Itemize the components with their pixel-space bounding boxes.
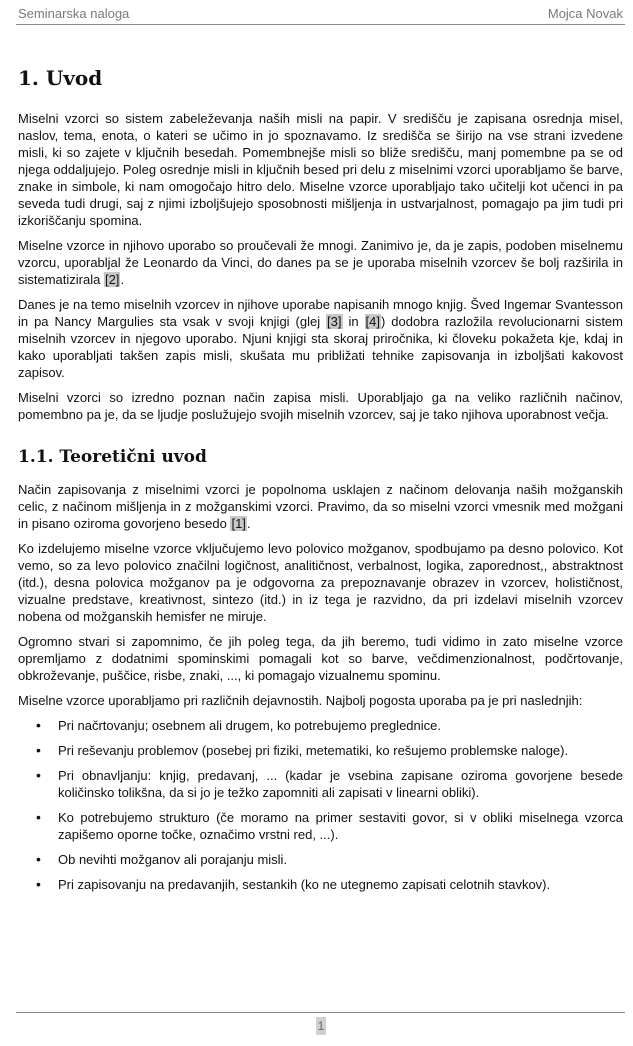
- paragraph-4: Miselni vzorci so izredno poznan način zapisa misli. Uporabljajo ga na veliko različnih načinov, pomembno pa je, da se ljudje poslužujejo svojih miselnih vzorcev, saj je tako njihova uporabnost večja.: [18, 390, 623, 422]
- list-item: • Pri obnavljanju: knjig, predavanj, ... (kadar je vsebina zapisane oziroma govorjene besede količinsko tolikšna, da si jo je težko zapomniti ali zapisati v linearni obliki).: [58, 767, 623, 801]
- citation-1[interactable]: [1]: [231, 516, 246, 531]
- header-document-title: Seminarska naloga: [18, 6, 130, 21]
- usage-bullet-list: [18, 717, 623, 893]
- list-item: • Ob nevihti možganov ali porajanju misli.: [58, 851, 623, 868]
- document-body: [18, 66, 623, 901]
- page-number: 1: [317, 1019, 325, 1033]
- paragraph-3-text-b: in: [342, 314, 365, 329]
- paragraph-5-text: Način zapisovanja z miselnimi vzorci je popolnoma usklajen z načinom delovanja naših možganskih celic, z načinom mišljenja in z možganskimi vzorci. Pravimo, da so miselni vzorci vmesnik med možgani in pisano oziroma govorjeno besedo: [18, 482, 623, 531]
- paragraph-2-text: Miselne vzorce in njihovo uporabo so proučevali že mnogi. Zanimivo je, da je zapis, podoben miselnemu vzorcu, uporabljal že Leonardo da Vinci, do danes pa se je uporaba miselnih vzorcev še bolj razširila in sistematizirala: [18, 238, 623, 287]
- page-header: [16, 6, 625, 25]
- list-item: • Pri načrtovanju; osebnem ali drugem, ko potrebujemo preglednice.: [58, 717, 623, 734]
- citation-2[interactable]: [2]: [104, 272, 120, 287]
- list-item: • Pri reševanju problemov (posebej pri fiziki, metematiki, ko rešujemo problemske naloge).: [58, 742, 623, 759]
- paragraph-8: Miselne vzorce uporabljamo pri različnih dejavnostih. Najbolj pogosta uporaba pa je pri naslednjih:: [18, 693, 583, 708]
- paragraph-2-end: .: [120, 272, 125, 287]
- paragraph-1: Miselni vzorci so sistem zabeleževanja naših misli na papir. V središču je zapisana osrednja misel, naslov, tema, enota, o kateri se učimo in jo spoznavamo. Iz središča se širijo na vse strani izvedene misli, ki so zajete v ključnih besedah. Pomembnejše misli so bliže središču, manj pomembne pa se od njega oddaljujejo. Poleg osrednje misli in ključnih besed pri delu z miselnimi vzorci uporabljamo še barve, znake in simbole, ki nam omogočajo hitro delo. Miselne vzorce uporabljajo tako učitelji kot učenci in pa seveda tudi drugi, saj z njimi izboljšujejo sposobnosti mišljenja in ustvarjalnost, pomagajo pa jim tudi pri izkoriščanju spomina.: [18, 111, 623, 228]
- page-footer: [16, 1012, 625, 1033]
- citation-4[interactable]: [4]: [365, 314, 380, 329]
- paragraph-5: [18, 481, 623, 532]
- paragraph-5-end: .: [246, 516, 251, 531]
- paragraph-2: [18, 237, 623, 288]
- heading-uvod: 1. Uvod: [18, 66, 103, 90]
- paragraph-3: [18, 296, 623, 381]
- paragraph-3-text-c: ) dodobra razložila revolucionarni sistem miselnih vzorcev in njegovo uporabo. Njuni knjigi sta skoraj priročnika, ki človeku pokažeta kje, kdaj in kako uporabljati takšen zapis misli, skušata mu približati tehnike zapisovanja in izboljšati kakovost zapisov.: [18, 314, 623, 380]
- paragraph-3-text-a: Danes je na temo miselnih vzorcev in njihove uporabe napisanih mnogo knjig. Šved Ingemar Svantesson in pa Nancy Margulies sta vsak v svoji knjigi (glej: [18, 297, 623, 329]
- citation-3[interactable]: [3]: [327, 314, 342, 329]
- list-item: • Ko potrebujemo strukturo (če moramo na primer sestaviti govor, si v obliki miselnega vzorca zapišemo oporne točke, označimo vrstni red, ...).: [58, 809, 623, 843]
- paragraph-7: Ogromno stvari si zapomnimo, če jih poleg tega, da jih beremo, tudi vidimo in zato miselne vzorce opremljamo z dodatnimi spominskimi pomagali kot so barve, večdimenzionalnost, podčrtovanje, obkroževanje, puščice, risbe, znaki, ..., ki pomagajo vizualnemu spominu.: [18, 634, 623, 683]
- list-item: • Pri zapisovanju na predavanjih, sestankih (ko ne utegnemo zapisati celotnih stavkov).: [58, 876, 623, 893]
- header-author: Mojca Novak: [547, 6, 623, 21]
- heading-teoreticni-uvod: 1.1. Teoretični uvod: [18, 447, 207, 467]
- paragraph-6: Ko izdelujemo miselne vzorce vključujemo levo polovico možganov, spodbujamo pa desno polovico. Kot vemo, so za levo polovico značilni logičnost, analitičnost, verbalnost, logika, zaporednost,, abstraktnost (itd.), desna polovica možganov pa je odgovorna za prepoznavanje obrazev in vzorcev, holističnost, vizualne predstave, kreativnost, sintezo (itd.) in iz tega je razvidno, da pri izdelavi miselnih vzorcev nobena od možganskih hemisfer ne miruje.: [18, 541, 623, 624]
